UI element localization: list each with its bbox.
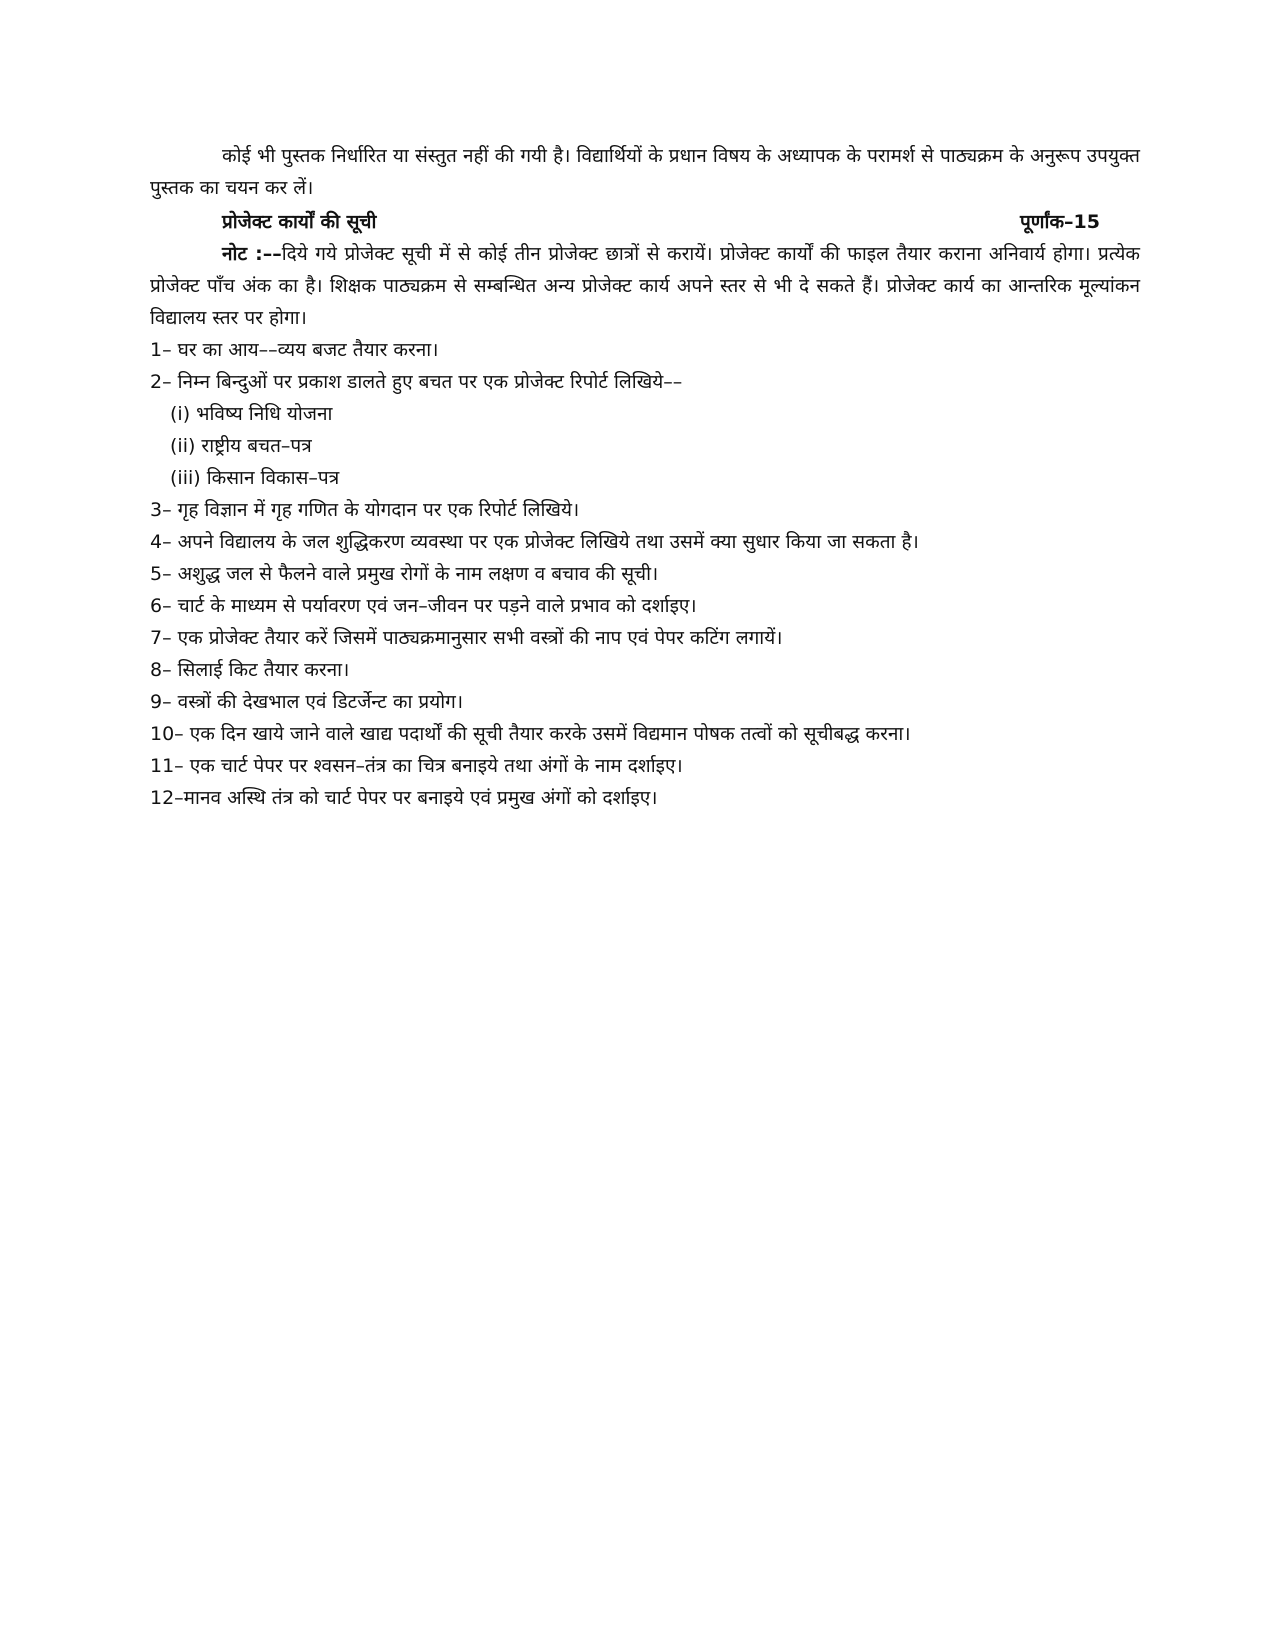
list-item: 10– एक दिन खाये जाने वाले खाद्य पदार्थों की सूची तैयार करके उसमें विद्यमान पोषक तत्वों को सूचीबद्ध करना।: [150, 723, 911, 745]
document-page: [150, 140, 1140, 814]
list-item: 5– अशुद्ध जल से फैलने वाले प्रमुख रोगों के नाम लक्षण व बचाव की सूची।: [150, 563, 659, 585]
section-heading: [150, 206, 1140, 238]
list-item: (i) भविष्य निधि योजना: [170, 403, 333, 425]
list-item: (ii) राष्ट्रीय बचत–पत्र: [170, 435, 312, 457]
note-text: दिये गये प्रोजेक्ट सूची में से कोई तीन प्रोजेक्ट छात्रों से करायें। प्रोजेक्ट कार्यों की फाइल तैयार कराना अनिवार्य होगा। प्रत्येक प्रोजेक्ट पाँच अंक का है। शिक्षक पाठ्यक्रम से सम्बन्धित अन्य प्रोजेक्ट कार्य अपने स्तर से भी दे सकते हैं। प्रोजेक्ट कार्य का आन्तरिक मूल्यांकन विद्यालय स्तर पर होगा।: [150, 243, 1140, 329]
intro-paragraph: कोई भी पुस्तक निर्धारित या संस्तुत नहीं की गयी है। विद्यार्थियों के प्रधान विषय के अध्यापक के परामर्श से पाठ्यक्रम के अनुरूप उपयुक्त पुस्तक का चयन कर लें।: [150, 145, 1140, 199]
list-item: 11– एक चार्ट पेपर पर श्वसन–तंत्र का चित्र बनाइये तथा अंगों के नाम दर्शाइए।: [150, 755, 683, 777]
list-item: 3– गृह विज्ञान में गृह गणित के योगदान पर एक रिपोर्ट लिखिये।: [150, 499, 580, 521]
list-item: 6– चार्ट के माध्यम से पर्यावरण एवं जन–जीवन पर पड़ने वाले प्रभाव को दर्शाइए।: [150, 595, 697, 617]
list-item: (iii) किसान विकास–पत्र: [170, 467, 340, 489]
list-item: 9– वस्त्रों की देखभाल एवं डिटर्जेन्ट का प्रयोग।: [150, 691, 464, 713]
list-item: 4– अपने विद्यालय के जल शुद्धिकरण व्यवस्था पर एक प्रोजेक्ट लिखिये तथा उसमें क्या सुधार किया जा सकता है।: [150, 531, 919, 553]
list-item: 7– एक प्रोजेक्ट तैयार करें जिसमें पाठ्यक्रमानुसार सभी वस्त्रों की नाप एवं पेपर कटिंग लगायें।: [150, 627, 783, 649]
list-item: 12–मानव अस्थि तंत्र को चार्ट पेपर पर बनाइये एवं प्रमुख अंगों को दर्शाइए।: [150, 787, 658, 809]
savings-sublist-container: [150, 398, 1140, 494]
project-list: [150, 334, 1140, 814]
note-label: नोट :––: [222, 243, 282, 265]
total-marks: पूर्णांक–15: [1020, 211, 1100, 233]
section-title: प्रोजेक्ट कार्यों की सूची: [222, 211, 377, 233]
list-item: 2– निम्न बिन्दुओं पर प्रकाश डालते हुए बचत पर एक प्रोजेक्ट रिपोर्ट लिखिये––: [150, 371, 683, 393]
list-item: 1– घर का आय––व्यय बजट तैयार करना।: [150, 339, 439, 361]
savings-sublist: [150, 398, 1140, 494]
list-item: 8– सिलाई किट तैयार करना।: [150, 659, 350, 681]
note-paragraph: [150, 238, 1140, 334]
